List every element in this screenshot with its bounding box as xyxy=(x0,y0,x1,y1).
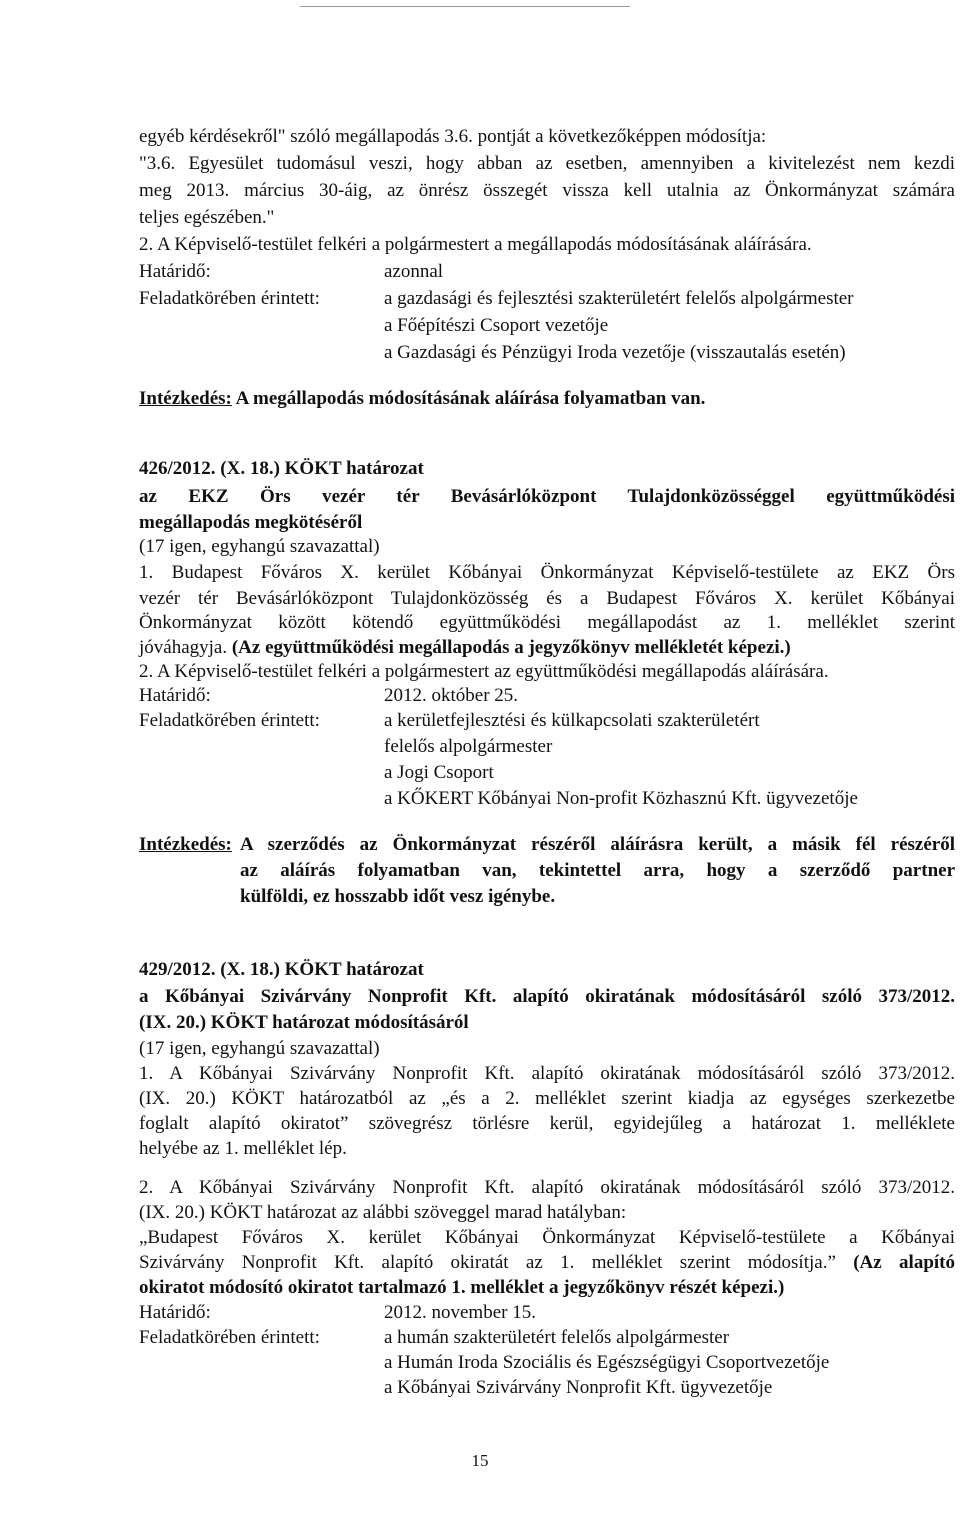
annex-note: (Az együttműködési megállapodás a jegyzőkönyv mellékletét képezi.) xyxy=(231,637,791,658)
action-text: külföldi, ez hosszabb időt vesz igénybe. xyxy=(240,886,556,907)
text-line: vezér tér Bevásárlóközpont Tulajdonközösség és a Budapest Főváros X. kerület Kőbányai xyxy=(139,588,955,609)
text-line: egyéb kérdésekről" szóló megállapodás 3.6. pontját a következőképpen módosítja: xyxy=(139,126,767,147)
action-label: Intézkedés: xyxy=(139,388,232,409)
text-span: Szivárvány Nonprofit Kft. alapító okiratát az 1. melléklet szerint módosítja.” xyxy=(139,1252,836,1273)
deadline-value: 2012. november 15. xyxy=(384,1302,536,1323)
responsible-item: a gazdasági és fejlesztési szakterületért felelős alpolgármester xyxy=(384,288,854,309)
resolution-title: az EKZ Örs vezér tér Bevásárlóközpont Tulajdonközösséggel együttműködési xyxy=(139,486,955,507)
vote-line: (17 igen, egyhangú szavazattal) xyxy=(139,536,380,557)
action-label xyxy=(139,834,232,856)
resolution-title: megállapodás megkötéséről xyxy=(139,512,363,533)
action-line xyxy=(139,388,705,410)
text-line: 1. Budapest Főváros X. kerület Kőbányai Önkormányzat Képviselő-testülete az EKZ Örs xyxy=(139,562,955,583)
text-span: jóváhagyja. xyxy=(139,637,228,658)
responsible-item: a Kőbányai Szivárvány Nonprofit Kft. ügyvezetője xyxy=(384,1377,773,1398)
responsible-item: felelős alpolgármester xyxy=(384,736,553,757)
resolution-title: a Kőbányai Szivárvány Nonprofit Kft. alapító okiratának módosításáról szóló 373/2012. xyxy=(139,986,955,1007)
text-line: 2. A Képviselő-testület felkéri a polgármestert a megállapodás módosításának aláírására. xyxy=(139,234,812,255)
action-text: A szerződés az Önkormányzat részéről aláírásra került, a másik fél részéről xyxy=(240,834,955,855)
annex-note: (Az alapító xyxy=(853,1252,956,1273)
text-line: helyébe az 1. melléklet lép. xyxy=(139,1138,347,1159)
text-line: teljes egészében." xyxy=(139,207,275,228)
resolution-number: 429/2012. (X. 18.) KÖKT határozat xyxy=(139,959,424,980)
responsible-item: a Jogi Csoport xyxy=(384,762,494,783)
text-line: foglalt alapító okiratot” szövegrész törlésre kerül, egyidejűleg a határozat 1. melléklete xyxy=(139,1113,955,1134)
action-text: az aláírás folyamatban van, tekintettel arra, hogy a szerződő partner xyxy=(240,860,955,881)
responsible-item: a KŐKERT Kőbányai Non-profit Közhasznú Kft. ügyvezetője xyxy=(384,788,858,809)
text-line: (IX. 20.) KÖKT határozat az alábbi szöveggel marad hatályban: xyxy=(139,1202,627,1223)
responsible-item: a Gazdasági és Pénzügyi Iroda vezetője (visszautalás esetén) xyxy=(384,342,846,363)
text-line: 2. A Képviselő-testület felkéri a polgármestert az együttműködési megállapodás aláírására. xyxy=(139,661,829,682)
text-line: 1. A Kőbányai Szivárvány Nonprofit Kft. alapító okiratának módosításáról szóló 373/2012. xyxy=(139,1063,955,1084)
text-line: (IX. 20.) KÖKT határozatból az „és a 2. melléklet szerint kiadja az egységes szerkezetbe xyxy=(139,1088,955,1109)
responsible-label: Feladatkörében érintett: xyxy=(139,710,320,731)
resolution-number: 426/2012. (X. 18.) KÖKT határozat xyxy=(139,458,424,479)
deadline-value: azonnal xyxy=(384,261,444,282)
text-line: „Budapest Főváros X. kerület Kőbányai Önkormányzat Képviselő-testülete a Kőbányai xyxy=(139,1227,955,1248)
responsible-label: Feladatkörében érintett: xyxy=(139,288,320,309)
annex-note: okiratot módosító okiratot tartalmazó 1. melléklet a jegyzőkönyv részét képezi.) xyxy=(139,1277,785,1298)
responsible-item: a Főépítészi Csoport vezetője xyxy=(384,315,609,336)
deadline-value: 2012. október 25. xyxy=(384,685,519,706)
text-line: meg 2013. március 30-áig, az önrész összegét vissza kell utalnia az Önkormányzat számára xyxy=(139,180,955,201)
deadline-label: Határidő: xyxy=(139,1302,211,1323)
text-line: Önkormányzat között kötendő együttműködési megállapodást az 1. melléklet szerint xyxy=(139,612,955,633)
responsible-item: a kerületfejlesztési és külkapcsolati szakterületért xyxy=(384,710,760,731)
text-line xyxy=(139,637,791,659)
action-text: A megállapodás módosításának aláírása folyamatban van. xyxy=(235,388,706,409)
text-line: 2. A Kőbányai Szivárvány Nonprofit Kft. alapító okiratának módosításáról szóló 373/2012. xyxy=(139,1177,955,1198)
responsible-label: Feladatkörében érintett: xyxy=(139,1327,320,1348)
responsible-item: a Humán Iroda Szociális és Egészségügyi Csoportvezetője xyxy=(384,1352,830,1373)
responsible-item: a humán szakterületért felelős alpolgármester xyxy=(384,1327,730,1348)
vote-line: (17 igen, egyhangú szavazattal) xyxy=(139,1038,380,1059)
text-line: "3.6. Egyesület tudomásul veszi, hogy abban az esetben, amennyiben a kivitelezést nem kezdi xyxy=(139,153,955,174)
page-number: 15 xyxy=(471,1451,489,1470)
top-scan-line xyxy=(300,6,630,7)
action-label-text: Intézkedés: xyxy=(139,834,232,855)
deadline-label: Határidő: xyxy=(139,685,211,706)
deadline-label: Határidő: xyxy=(139,261,211,282)
text-line xyxy=(139,1252,955,1274)
resolution-title: (IX. 20.) KÖKT határozat módosításáról xyxy=(139,1012,469,1033)
